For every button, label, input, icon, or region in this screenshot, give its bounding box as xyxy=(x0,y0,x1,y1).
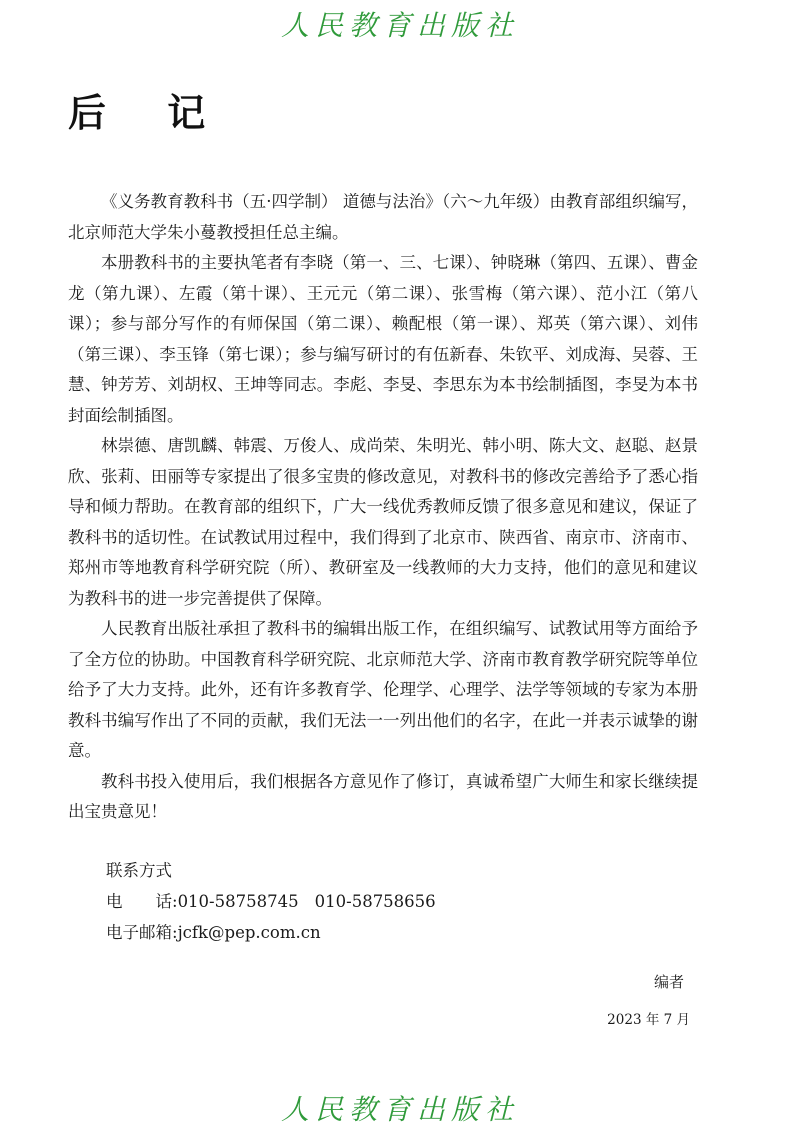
publisher-logo-footer: 人民教育出版社 xyxy=(280,1093,519,1126)
paragraph-authors: 本册教科书的主要执笔者有李晓（第一、三、七课）、钟晓琳（第四、五课）、曹金龙（第九课）、左霞（第十课）、王元元（第二课）、张雪梅（第六课）、范小江（第八课）；参与部分写作的有师保国（第二课）、赖配根（第一课）、郑英（第六课）、刘伟（第三课）、李玉锋（第七课）；参与编写研讨的有伍新春、朱钦平、刘成海、吴蓉、王慧、钟芳芳、刘胡权、王坤等同志。李彪、李旻、李思东为本书绘制插图，李旻为本书封面绘制插图。 xyxy=(68,253,698,425)
phone-number-2: 010-58758656 xyxy=(314,892,436,911)
paragraph-intro: 《义务教育教科书（五·四学制） 道德与法治》（六～九年级）由教育部组织编写，北京师范大学朱小蔓教授担任总主编。 xyxy=(68,192,698,242)
signature-block xyxy=(607,971,690,1028)
afterword-body xyxy=(68,187,698,828)
page-title: 后 记 xyxy=(68,90,230,135)
signature-date: 2023 年 7 月 xyxy=(607,1012,690,1028)
paragraph-experts: 林崇德、唐凯麟、韩震、万俊人、成尚荣、朱明光、韩小明、陈大文、赵聪、赵景欣、张莉、田丽等专家提出了很多宝贵的修改意见，对教科书的修改完善给予了悉心指导和倾力帮助。在教育部的组织下，广大一线优秀教师反馈了很多意见和建议，保证了教科书的适切性。在试教试用过程中，我们得到了北京市、陕西省、南京市、济南市、郑州市等地教育科学研究院（所）、教研室及一线教师的大力支持，他们的意见和建议为教科书的进一步完善提供了保障。 xyxy=(68,436,698,608)
paragraph-feedback: 教科书投入使用后，我们根据各方意见作了修订，真诚希望广大师生和家长继续提出宝贵意见！ xyxy=(68,771,698,821)
paragraph-publisher: 人民教育出版社承担了教科书的编辑出版工作，在组织编写、试教试用等方面给予了全方位的协助。中国教育科学研究院、北京师范大学、济南市教育教学研究院等单位给予了大力支持。此外，还有许多教育学、伦理学、心理学、法学等领域的专家为本册教科书编写作出了不同的贡献，我们无法一一列出他们的名字，在此一并表示诚挚的谢意。 xyxy=(68,619,698,760)
contact-email-row xyxy=(106,917,436,948)
contact-info xyxy=(106,855,436,948)
signature-editor: 编者 xyxy=(653,973,684,991)
contact-heading: 联系方式 xyxy=(106,861,172,880)
phone-label: 电 话: xyxy=(106,892,178,911)
publisher-logo-header: 人民教育出版社 xyxy=(280,9,519,42)
contact-phone-row xyxy=(106,886,436,917)
phone-number-1: 010-58758745 xyxy=(177,892,299,911)
email-label: 电子邮箱: xyxy=(106,923,178,942)
email-address: jcfk@pep.com.cn xyxy=(177,923,321,942)
